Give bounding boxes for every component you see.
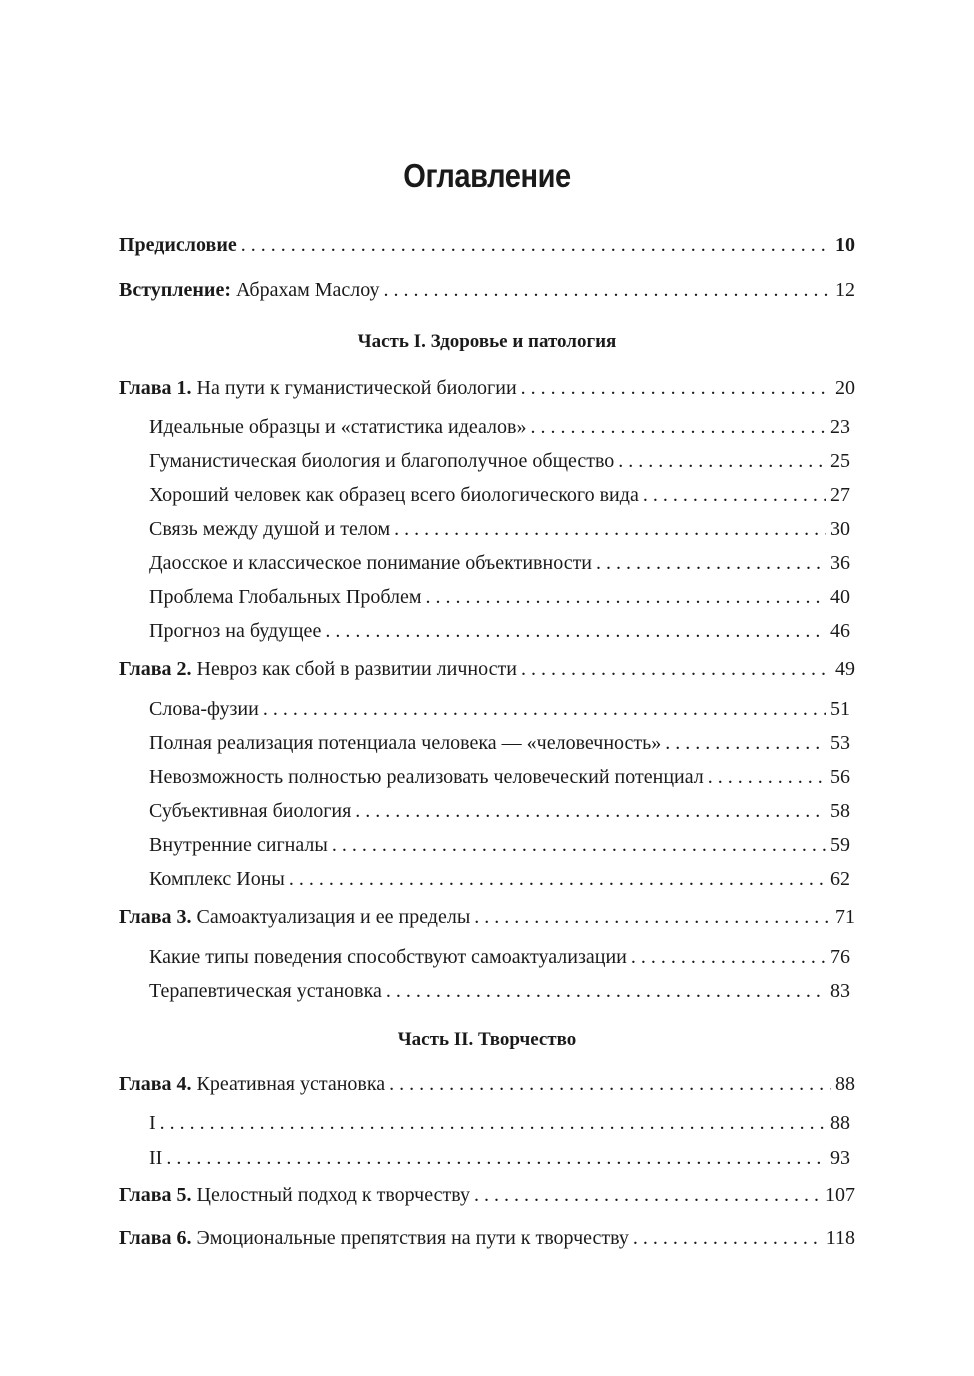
dot-leader: [355, 799, 826, 823]
part-heading: Часть II. Творчество: [397, 1029, 577, 1050]
part-heading: Часть I. Здоровье и патология: [357, 331, 617, 352]
dot-leader: [633, 1226, 822, 1250]
dot-leader: [426, 585, 826, 609]
page-number: 88: [830, 1112, 850, 1134]
page-number: 27: [830, 484, 850, 506]
page-number: 49: [835, 658, 855, 680]
toc-section[interactable]: [149, 517, 850, 541]
page-number: 62: [830, 868, 850, 890]
toc-entry-preface[interactable]: [119, 233, 855, 257]
dot-leader: [631, 945, 826, 969]
dot-leader: [521, 657, 831, 681]
dot-leader: [386, 979, 826, 1003]
page-number: 20: [835, 377, 855, 399]
dot-leader: [389, 1072, 831, 1096]
page-number: 51: [830, 698, 850, 720]
section-title: Субъективная биология: [149, 800, 352, 822]
dot-leader: [708, 765, 826, 789]
chapter-number: Глава 1.: [119, 377, 192, 399]
section-title: Слова-фузии: [149, 698, 259, 720]
toc-section[interactable]: [149, 799, 850, 823]
page-number: 93: [830, 1147, 850, 1169]
chapter-number: Глава 5.: [119, 1184, 192, 1206]
page-number: 40: [830, 586, 850, 608]
chapter-title: Целостный подход к творчеству: [191, 1184, 470, 1206]
toc-section[interactable]: [149, 945, 850, 969]
page-number: 10: [835, 234, 855, 256]
dot-leader: [394, 517, 826, 541]
dot-leader: [289, 867, 826, 891]
toc-section[interactable]: [149, 449, 850, 473]
toc-section[interactable]: [149, 415, 850, 439]
page-number: 107: [825, 1184, 855, 1206]
page-number: 46: [830, 620, 850, 642]
chapter-number: Глава 3.: [119, 906, 192, 928]
page-number: 76: [830, 946, 850, 968]
toc-section[interactable]: [149, 585, 850, 609]
dot-leader: [474, 1183, 821, 1207]
dot-leader: [160, 1111, 826, 1135]
toc-section[interactable]: [149, 765, 850, 789]
page-number: 53: [830, 732, 850, 754]
chapter-number: Глава 6.: [119, 1227, 192, 1249]
toc-section[interactable]: [149, 551, 850, 575]
section-title: Идеальные образцы и «статистика идеалов»: [149, 416, 527, 438]
page-number: 88: [835, 1073, 855, 1095]
toc-section[interactable]: [149, 483, 850, 507]
toc-section[interactable]: [149, 833, 850, 857]
chapter-title: Невроз как сбой в развитии личности: [191, 658, 517, 680]
preface-label: Предисловие: [119, 234, 237, 256]
section-title: Терапевтическая установка: [149, 980, 382, 1002]
toc-entry-chapter-3[interactable]: [119, 905, 855, 929]
section-title: Хороший человек как образец всего биологического вида: [149, 484, 639, 506]
dot-leader: [263, 697, 826, 721]
toc-section[interactable]: [149, 1111, 850, 1135]
dot-leader: [530, 415, 826, 439]
toc-entry-chapter-4[interactable]: [119, 1072, 855, 1096]
dot-leader: [665, 731, 826, 755]
dot-leader: [521, 376, 831, 400]
toc-section[interactable]: [149, 697, 850, 721]
page-number: 58: [830, 800, 850, 822]
chapter-title: Самоактуализация и ее пределы: [191, 906, 471, 928]
section-title: Даосское и классическое понимание объективности: [149, 552, 593, 574]
dot-leader: [166, 1146, 826, 1170]
page-number: 71: [835, 906, 855, 928]
page-number: 23: [830, 416, 850, 438]
page-number: 12: [835, 279, 855, 301]
toc-section[interactable]: [149, 731, 850, 755]
page-number: 118: [825, 1227, 855, 1249]
dot-leader: [384, 278, 832, 302]
dot-leader: [618, 449, 826, 473]
page-number: 25: [830, 450, 850, 472]
section-title: Проблема Глобальных Проблем: [149, 586, 422, 608]
toc-entry-chapter-5[interactable]: [119, 1183, 855, 1207]
toc-entry-chapter-6[interactable]: [119, 1226, 855, 1250]
page-number: 59: [830, 834, 850, 856]
section-title: Гуманистическая биология и благополучное общество: [149, 450, 615, 472]
chapter-title: Креативная установка: [191, 1073, 386, 1095]
toc-entry-intro[interactable]: [119, 278, 855, 302]
page-number: 36: [830, 552, 850, 574]
section-title: Полная реализация потенциала человека — «человечность»: [149, 732, 662, 754]
chapter-number: Глава 4.: [119, 1073, 192, 1095]
section-title: Внутренние сигналы: [149, 834, 328, 856]
section-title: Прогноз на будущее: [149, 620, 322, 642]
toc-section[interactable]: [149, 619, 850, 643]
section-title: Какие типы поведения способствуют самоактуализации: [149, 946, 627, 968]
toc-section[interactable]: [149, 979, 850, 1003]
chapter-number: Глава 2.: [119, 658, 192, 680]
chapter-title: На пути к гуманистической биологии: [191, 377, 517, 399]
dot-leader: [332, 833, 826, 857]
dot-leader: [474, 905, 831, 929]
chapter-title: Эмоциональные препятствия на пути к творчеству: [191, 1227, 629, 1249]
dot-leader: [241, 233, 831, 257]
toc-entry-chapter-2[interactable]: [119, 657, 855, 681]
section-title: Комплекс Ионы: [149, 868, 285, 890]
page-number: 83: [830, 980, 850, 1002]
page-title: Оглавление: [403, 157, 571, 194]
toc-section[interactable]: [149, 1146, 850, 1170]
section-title: II: [149, 1147, 163, 1169]
intro-author: Абрахам Маслоу: [230, 279, 380, 301]
toc-section[interactable]: [149, 867, 850, 891]
dot-leader: [325, 619, 826, 643]
dot-leader: [643, 483, 826, 507]
intro-label: Вступление:: [119, 279, 231, 301]
page-number: 56: [830, 766, 850, 788]
toc-entry-chapter-1[interactable]: [119, 376, 855, 400]
dot-leader: [596, 551, 826, 575]
page-number: 30: [830, 518, 850, 540]
section-title: Невозможность полностью реализовать человеческий потенциал: [149, 766, 704, 788]
section-title: I: [149, 1112, 156, 1134]
section-title: Связь между душой и телом: [149, 518, 391, 540]
